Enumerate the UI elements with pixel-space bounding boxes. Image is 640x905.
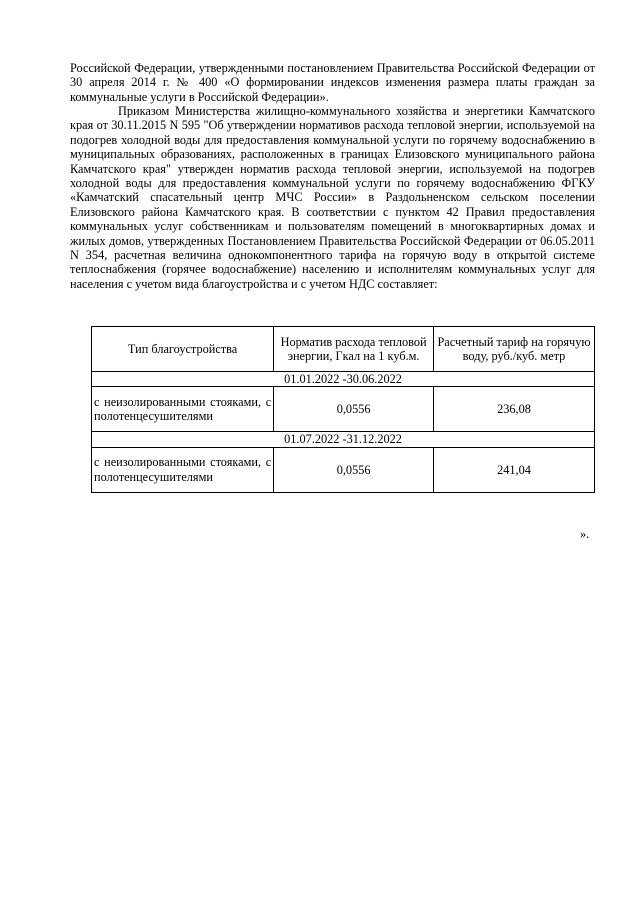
type-cell: с неизолированными стояками, с полотенцесушителями — [92, 447, 274, 492]
tariff-cell: 236,08 — [434, 387, 595, 432]
table-row — [92, 387, 595, 432]
header-type: Тип благоустройства — [92, 327, 274, 372]
period-label: 01.07.2022 -31.12.2022 — [92, 432, 595, 447]
header-tariff: Расчетный тариф на горячую воду, руб./куб. метр — [434, 327, 595, 372]
type-cell: с неизолированными стояками, с полотенцесушителями — [92, 387, 274, 432]
header-norm: Норматив расхода тепловой энергии, Гкал на 1 куб.м. — [274, 327, 434, 372]
period-row-2 — [92, 432, 595, 447]
norm-cell: 0,0556 — [274, 447, 434, 492]
tariff-table — [91, 326, 595, 493]
table-header-row — [92, 327, 595, 372]
paragraph-2: Приказом Министерства жилищно-коммунального хозяйства и энергетики Камчатского края от 30.11.2015 N 595 "Об утверждении нормативов расхода тепловой энергии, используемой на подогрев холодной воды для предоставления коммунальной услуги по горячему водоснабжению в муниципальных образованиях, расположенных в границах Елизовского муниципального района Камчатского края" утвержден норматив расхода тепловой энергии, используемой на подогрев холодной воды для предоставления коммунальной услуги по горячему водоснабжению ФГКУ «Камчатский спасательный центр МЧС России» в Раздольненском сельском поселении Елизовского района Камчатского края. В соответствии с пунктом 42 Правил предоставления коммунальных услуг собственникам и пользователям помещений в многоквартирных домах и жилых домов, утвержденных Постановлением Правительства Российской Федерации от 06.05.2011 N 354, расчетная величина однокомпонентного тарифа на горячую воду в открытой системе теплоснабжения (горячее водоснабжение) населению и исполнителям коммунальных услуг для населения с учетом вида благоустройства и с учетом НДС составляет: — [70, 104, 595, 291]
period-row-1 — [92, 372, 595, 387]
table-row — [92, 447, 595, 492]
closing-quote: ». — [580, 527, 590, 541]
norm-cell: 0,0556 — [274, 387, 434, 432]
tariff-cell: 241,04 — [434, 447, 595, 492]
paragraph-1: Российской Федерации, утвержденными постановлением Правительства Российской Федерации от 30 апреля 2014 г. № 400 «О формировании индексов изменения размера платы граждан за коммунальные услуги в Российской Федерации». — [70, 61, 595, 104]
period-label: 01.01.2022 -30.06.2022 — [92, 372, 595, 387]
